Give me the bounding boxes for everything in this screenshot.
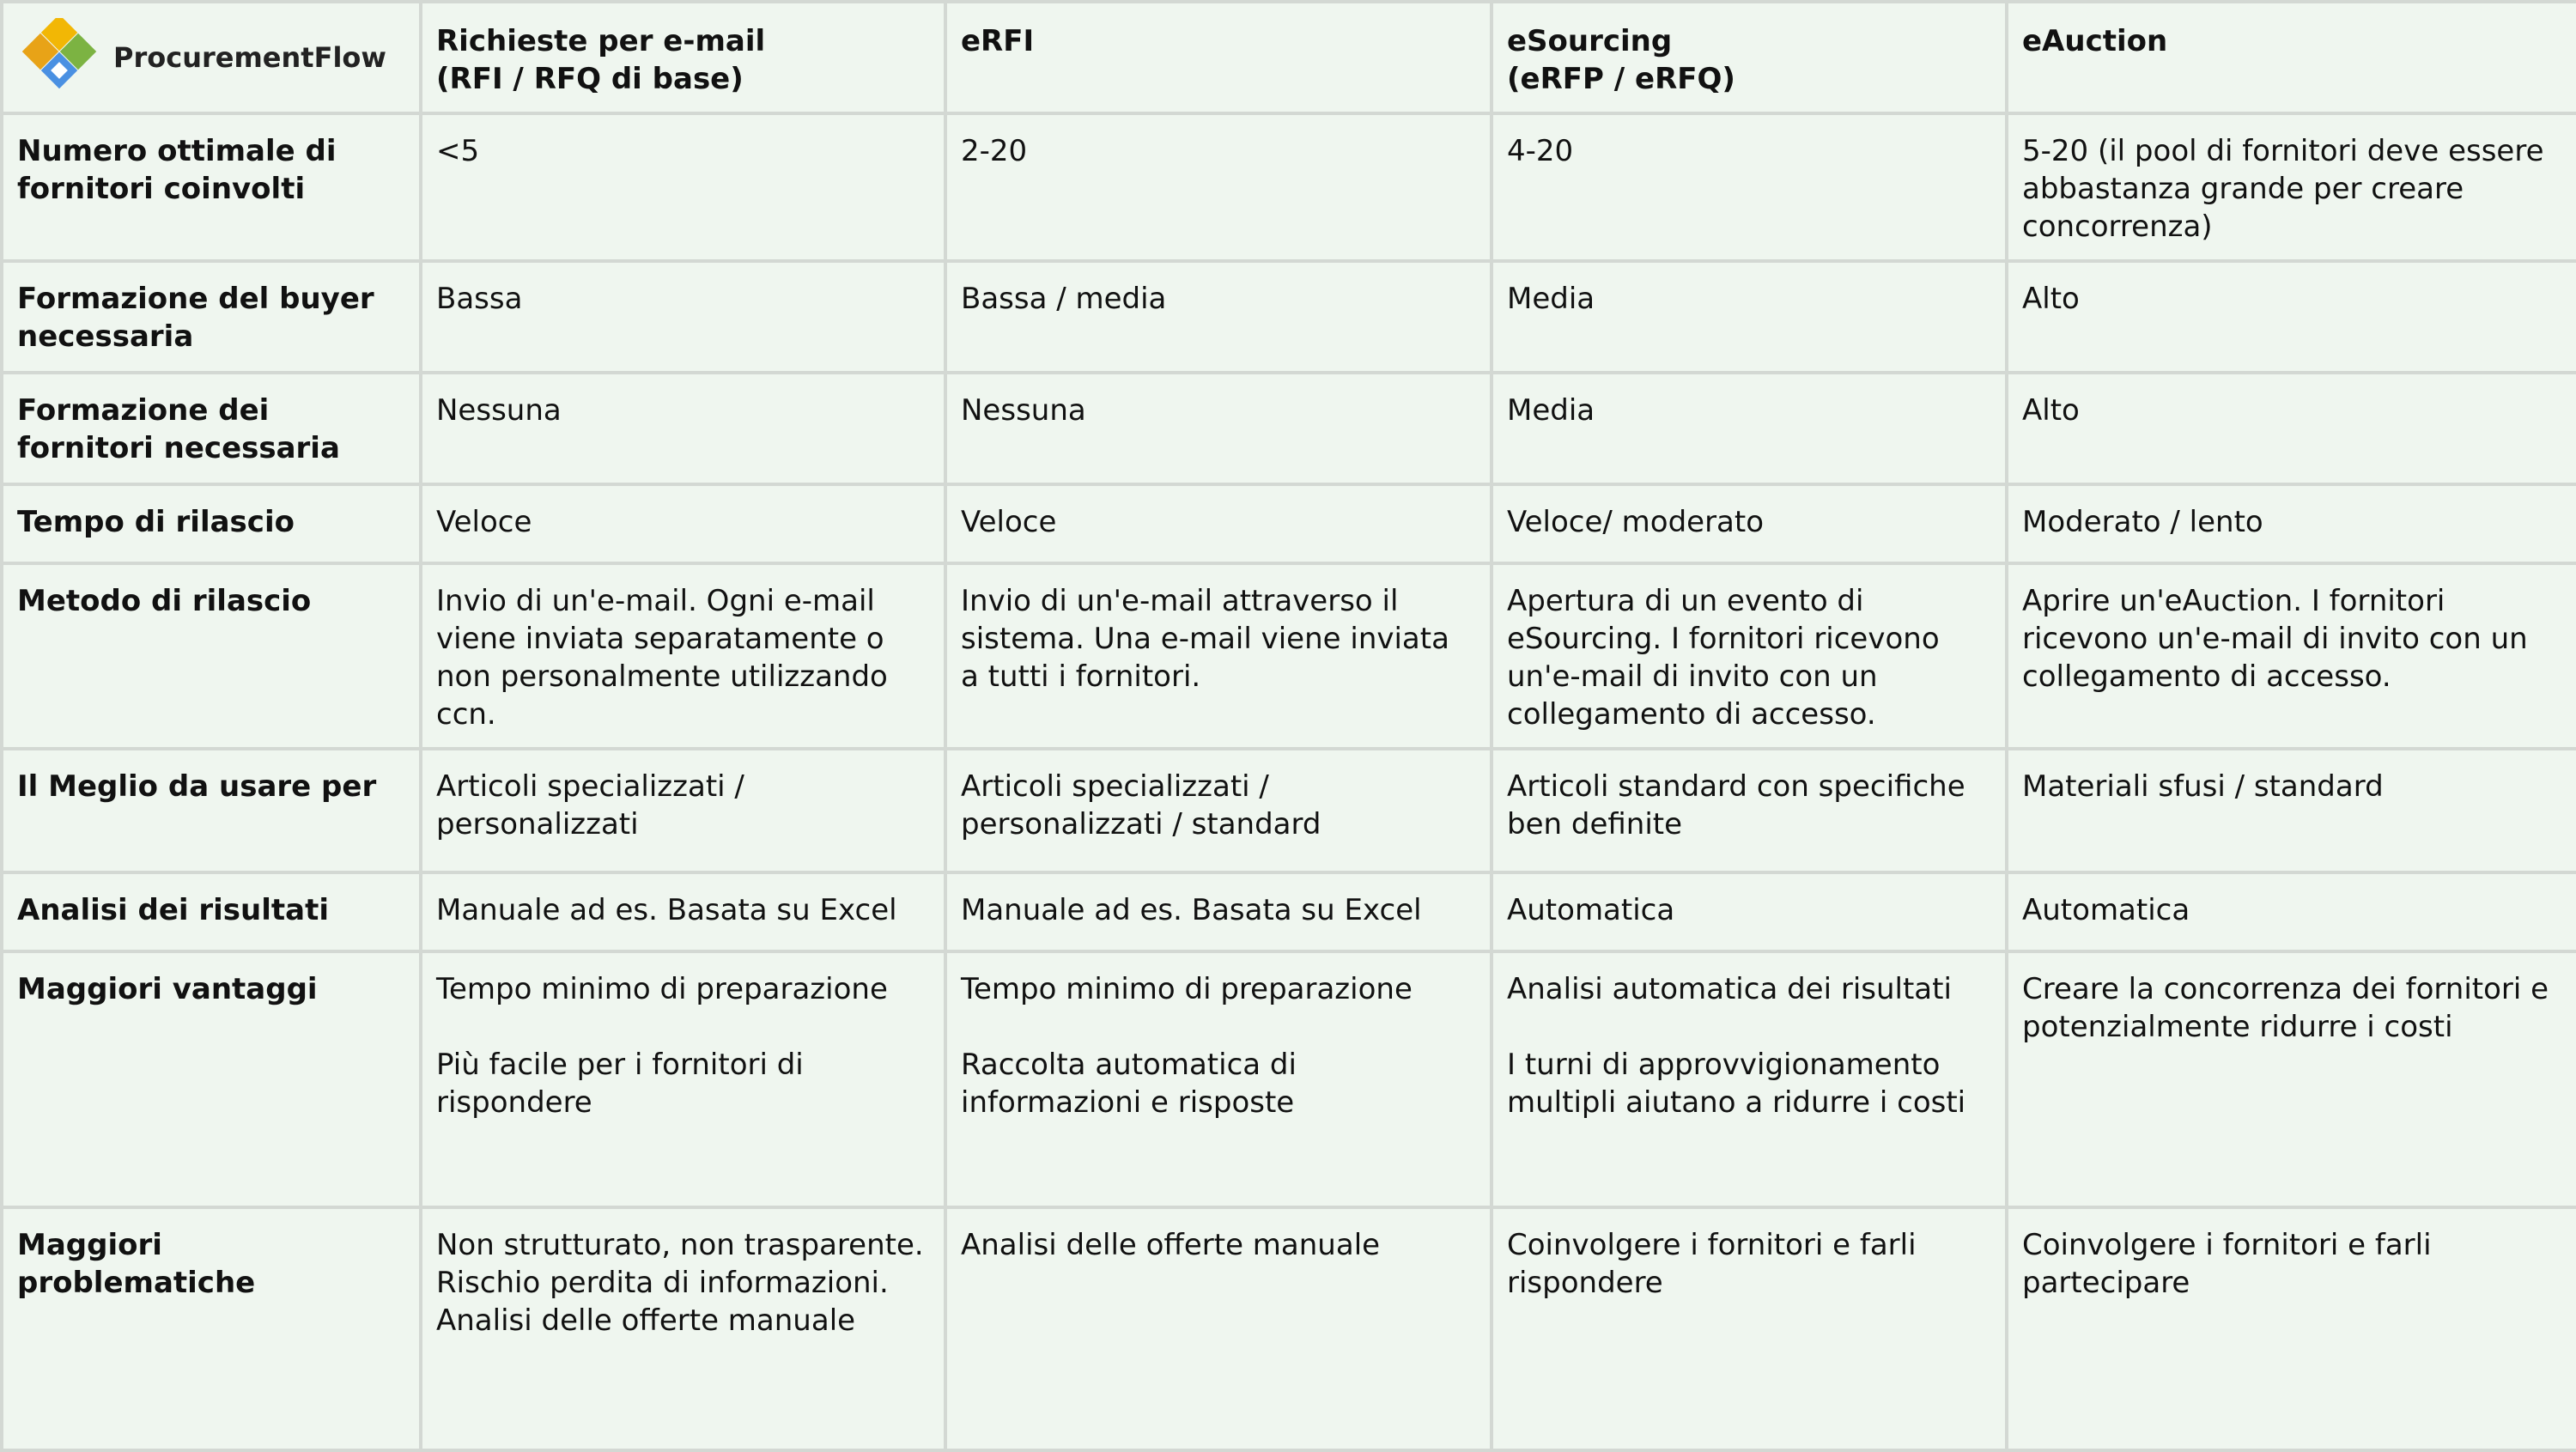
table-cell: Bassa <box>421 261 945 373</box>
row-header: Formazione dei fornitori necessaria <box>2 373 421 484</box>
table-cell: Nessuna <box>421 373 945 484</box>
table-cell: Analisi delle offerte manuale <box>945 1207 1492 1450</box>
table-cell: Bassa / media <box>945 261 1492 373</box>
table-cell: Creare la concorrenza dei fornitori e potenzialmente ridurre i costi <box>2007 951 2576 1207</box>
table-cell: Veloce <box>421 484 945 563</box>
table-cell: Invio di un'e-mail attraverso il sistema. Una e-mail viene inviata a tutti i fornitori. <box>945 563 1492 749</box>
table-cell: 5-20 (il pool di fornitori deve essere abbastanza grande per creare concorrenza) <box>2007 113 2576 261</box>
logo-cell <box>2 2 421 113</box>
row-header: Maggiori problematiche <box>2 1207 421 1450</box>
table-cell: Analisi automatica dei risultati I turni di approvvigionamento multipli aiutano a ridurre i costi <box>1492 951 2007 1207</box>
column-header-label: eRFI <box>961 24 1035 58</box>
row-header: Numero ottimale di fornitori coinvolti <box>2 113 421 261</box>
table-cell: Non strutturato, non trasparente. Rischio perdita di informazioni. Analisi delle offerte manuale <box>421 1207 945 1450</box>
column-header-label: eAuction <box>2022 24 2168 58</box>
row-header: Analisi dei risultati <box>2 872 421 951</box>
table-cell: Articoli specializzati / personalizzati <box>421 749 945 872</box>
table-row <box>2 951 2576 1207</box>
table-cell: Nessuna <box>945 373 1492 484</box>
table-cell: Manuale ad es. Basata su Excel <box>945 872 1492 951</box>
column-header-eauction <box>2007 2 2576 113</box>
table-row <box>2 749 2576 872</box>
table-cell: Aprire un'eAuction. I fornitori ricevono un'e-mail di invito con un collegamento di accesso. <box>2007 563 2576 749</box>
row-header: Maggiori vantaggi <box>2 951 421 1207</box>
table-row <box>2 261 2576 373</box>
header-row <box>2 2 2576 113</box>
table-cell: Media <box>1492 261 2007 373</box>
table-cell: <5 <box>421 113 945 261</box>
table-cell: Articoli standard con specifiche ben definite <box>1492 749 2007 872</box>
table-cell: Automatica <box>2007 872 2576 951</box>
table-row <box>2 113 2576 261</box>
row-header: Il Meglio da usare per <box>2 749 421 872</box>
brand-logo[interactable] <box>22 3 419 112</box>
column-header-email <box>421 2 945 113</box>
table-cell: Veloce <box>945 484 1492 563</box>
table-cell: Automatica <box>1492 872 2007 951</box>
table-cell: Moderato / lento <box>2007 484 2576 563</box>
row-header: Tempo di rilascio <box>2 484 421 563</box>
table-cell: Veloce/ moderato <box>1492 484 2007 563</box>
table-cell: Coinvolgere i fornitori e farli partecipare <box>2007 1207 2576 1450</box>
table-cell: 2-20 <box>945 113 1492 261</box>
column-header-erfi <box>945 2 1492 113</box>
column-header-label: Richieste per e-mail (RFI / RFQ di base) <box>436 24 766 96</box>
table-cell: 4-20 <box>1492 113 2007 261</box>
table-row <box>2 872 2576 951</box>
table-cell: Tempo minimo di preparazione Più facile per i fornitori di rispondere <box>421 951 945 1207</box>
table-cell: Coinvolgere i fornitori e farli rispondere <box>1492 1207 2007 1450</box>
row-header: Metodo di rilascio <box>2 563 421 749</box>
procurementflow-logo-icon <box>22 18 101 97</box>
table-cell: Alto <box>2007 261 2576 373</box>
brand-name: ProcurementFlow <box>113 41 386 74</box>
table-cell: Tempo minimo di preparazione Raccolta automatica di informazioni e risposte <box>945 951 1492 1207</box>
column-header-esourcing <box>1492 2 2007 113</box>
table-row <box>2 373 2576 484</box>
column-header-label: eSourcing (eRFP / eRFQ) <box>1507 24 1735 96</box>
table-cell: Manuale ad es. Basata su Excel <box>421 872 945 951</box>
table-cell: Articoli specializzati / personalizzati / standard <box>945 749 1492 872</box>
table-cell: Media <box>1492 373 2007 484</box>
table-row <box>2 484 2576 563</box>
table-cell: Alto <box>2007 373 2576 484</box>
table-row <box>2 1207 2576 1450</box>
table-cell: Materiali sfusi / standard <box>2007 749 2576 872</box>
table-cell: Apertura di un evento di eSourcing. I fornitori ricevono un'e-mail di invito con un collegamento di accesso. <box>1492 563 2007 749</box>
table-cell: Invio di un'e-mail. Ogni e-mail viene inviata separatamente o non personalmente utilizzando ccn. <box>421 563 945 749</box>
row-header: Formazione del buyer necessaria <box>2 261 421 373</box>
table-row <box>2 563 2576 749</box>
